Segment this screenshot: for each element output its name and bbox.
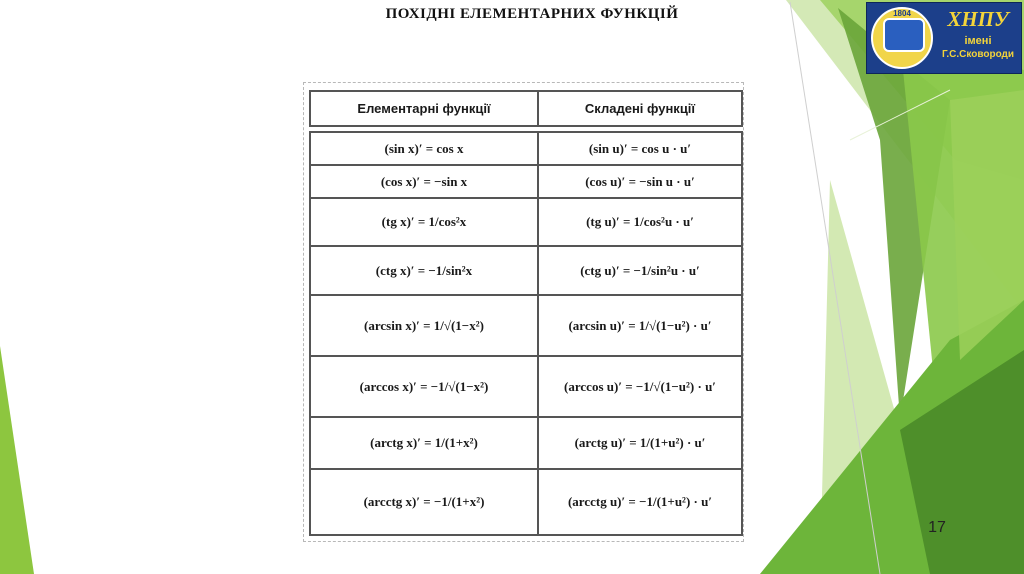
cell-elementary: (ctg x)′ = −1/sin²x xyxy=(310,246,538,295)
cell-composite: (arcsin u)′ = 1/√(1−u²) · u′ xyxy=(538,295,742,356)
table-row xyxy=(310,246,742,295)
derivatives-table xyxy=(309,90,743,536)
cell-composite: (ctg u)′ = −1/sin²u · u′ xyxy=(538,246,742,295)
cell-composite: (arcctg u)′ = −1/(1+u²) · u′ xyxy=(538,469,742,535)
table-row xyxy=(310,165,742,198)
logo-abbreviation: ХНПУ xyxy=(947,7,1009,31)
cell-elementary: (arctg x)′ = 1/(1+x²) xyxy=(310,417,538,469)
table-row xyxy=(310,198,742,246)
table-row xyxy=(310,469,742,535)
cell-elementary: (arcsin x)′ = 1/√(1−x²) xyxy=(310,295,538,356)
page-title: ПОХІДНІ ЕЛЕМЕНТАРНИХ ФУНКЦІЙ xyxy=(385,6,679,22)
header-elementary: Елементарні функції xyxy=(310,91,538,126)
cell-elementary: (arccos x)′ = −1/√(1−x²) xyxy=(310,356,538,417)
cell-elementary: (arcctg x)′ = −1/(1+x²) xyxy=(310,469,538,535)
cell-elementary: (cos x)′ = −sin x xyxy=(310,165,538,198)
logo-year: 1804 xyxy=(893,9,911,18)
table-row xyxy=(310,132,742,165)
table-row xyxy=(310,356,742,417)
table-header-row xyxy=(310,91,742,126)
university-logo xyxy=(866,2,1022,74)
logo-line-imeni: імені xyxy=(964,35,992,47)
logo-line-name: Г.С.Сковороди xyxy=(941,49,1015,60)
seal-icon xyxy=(871,7,933,69)
table-row xyxy=(310,417,742,469)
cell-elementary: (tg x)′ = 1/cos²x xyxy=(310,198,538,246)
header-composite: Складені функції xyxy=(538,91,742,126)
seal-book-icon xyxy=(883,18,925,52)
cell-composite: (tg u)′ = 1/cos²u · u′ xyxy=(538,198,742,246)
cell-composite: (sin u)′ = cos u · u′ xyxy=(538,132,742,165)
page-number: 17 xyxy=(928,519,946,536)
cell-elementary: (sin x)′ = cos x xyxy=(310,132,538,165)
cell-composite: (cos u)′ = −sin u · u′ xyxy=(538,165,742,198)
cell-composite: (arctg u)′ = 1/(1+u²) · u′ xyxy=(538,417,742,469)
table-row xyxy=(310,295,742,356)
cell-composite: (arccos u)′ = −1/√(1−u²) · u′ xyxy=(538,356,742,417)
